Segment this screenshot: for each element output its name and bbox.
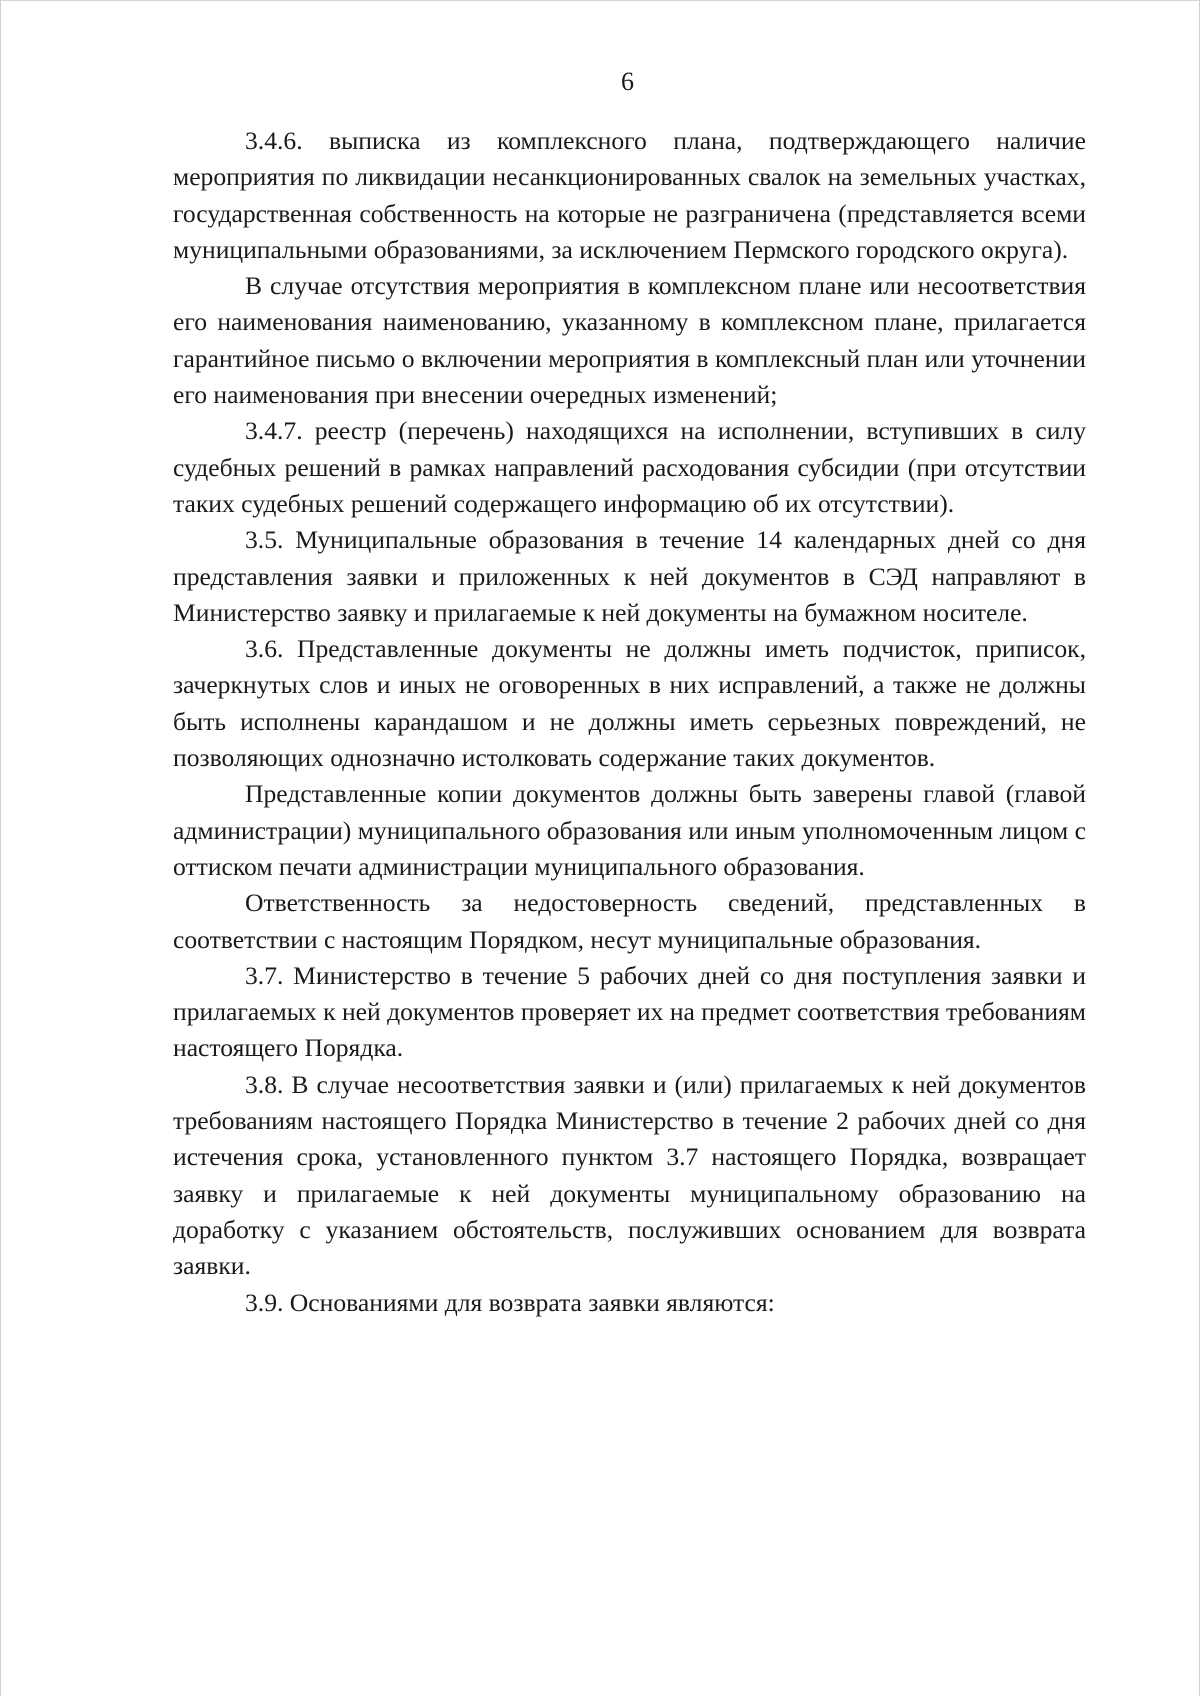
paragraph-copies-certification: Представленные копии документов должны быть заверены главой (главой администрации) муниципального образования или иным уполномоченным лицом с оттиском печати администрации муниципального образования. bbox=[173, 779, 1086, 881]
paragraph-3-5: 3.5. Муниципальные образования в течение 14 календарных дней со дня представления заявки и приложенных к ней документов в СЭД направляют в Министерство заявку и прилагаемые к ней документы на бумажном носителе. bbox=[173, 525, 1086, 627]
paragraph-3-7: 3.7. Министерство в течение 5 рабочих дней со дня поступления заявки и прилагаемых к ней документов проверяет их на предмет соответствия требованиям настоящего Порядка. bbox=[173, 960, 1086, 1063]
paragraph-3-4-7: 3.4.7. реестр (перечень) находящихся на исполнении, вступивших в силу судебных решений в рамках направлений расходования субсидии (при отсутствии таких судебных решений содержащего информацию об их отсутствии). bbox=[173, 416, 1086, 518]
page-left-edge bbox=[0, 0, 1, 1696]
paragraph-3-9: 3.9. Основаниями для возврата заявки являются: bbox=[245, 1287, 775, 1317]
document-body bbox=[173, 123, 1086, 1321]
paragraph-3-6: 3.6. Представленные документы не должны иметь подчисток, приписок, зачеркнутых слов и иных не оговоренных в них исправлений, а также не должны быть исполнены карандашом и не должны иметь серьезных повреждений, не позволяющих однозначно истолковать содержание таких документов. bbox=[173, 634, 1086, 773]
page-top-edge bbox=[0, 0, 1200, 1]
paragraph-3-4-6: 3.4.6. выписка из комплексного плана, подтверждающего наличие мероприятия по ликвидации несанкционированных свалок на земельных участках, государственная собственность на которые не разграничена (представляется всеми муниципальными образованиями, за исключением Пермского городского округа). bbox=[173, 126, 1086, 264]
page-number: 6 bbox=[621, 67, 634, 96]
paragraph-responsibility: Ответственность за недостоверность сведений, представленных в соответствии с настоящим Порядком, несут муниципальные образования. bbox=[173, 888, 1086, 954]
paragraph-3-8: 3.8. В случае несоответствия заявки и (или) прилагаемых к ней документов требованиям настоящего Порядка Министерство в течение 2 рабочих дней со дня истечения срока, установленного пунктом 3.7 настоящего Порядка, возвращает заявку и прилагаемые к ней документы муниципальному образованию на доработку с указанием обстоятельств, послуживших основанием для возврата заявки. bbox=[173, 1069, 1086, 1281]
paragraph-missing-activity: В случае отсутствия мероприятия в комплексном плане или несоответствия его наименования наименованию, указанному в комплексном плане, прилагается гарантийное письмо о включении мероприятия в комплексный план или уточнении его наименования при внесении очередных изменений; bbox=[173, 271, 1086, 410]
